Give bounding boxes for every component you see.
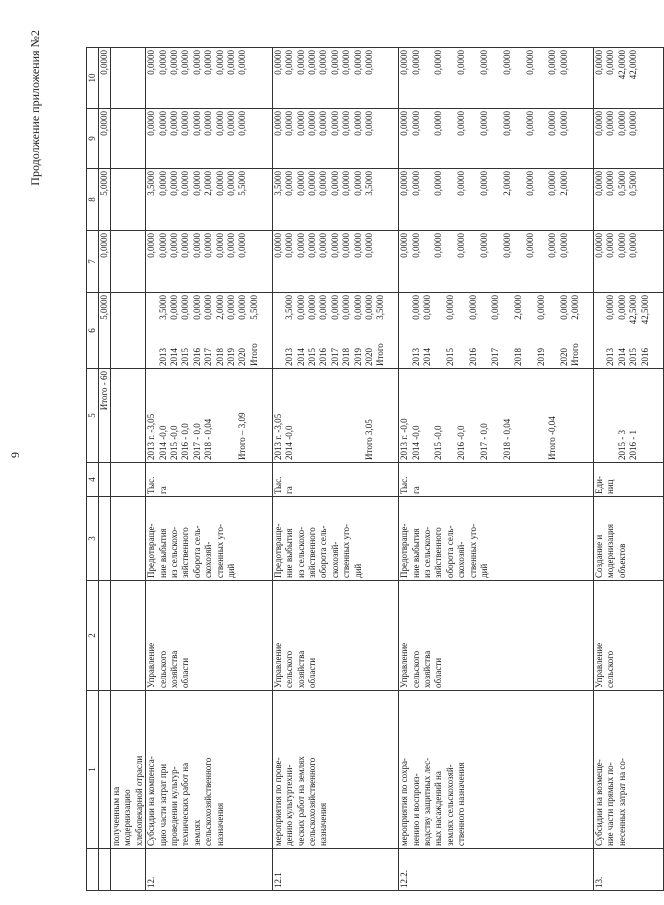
row-values: 0,0000 0,0000 0,0000 0,0000 0,0000 0,0000 0,0000 0,0000 0,0000 [272, 48, 398, 109]
row-measure [111, 497, 146, 581]
row-values: 3,5000 0,0000 0,0000 0,0000 0,0000 2,0000 0,0000 0,0000 5,5000 [157, 295, 259, 320]
row-name: Субсидии на компенса- цию части затрат при проведении культур- технических работ на землях сельскохозяйственного назначения [146, 691, 272, 849]
column-number: 9 [87, 109, 99, 169]
column-number: 7 [87, 231, 99, 293]
row-values: 0,0000 0,0000 0,5000 0,5000 [594, 169, 663, 231]
row-values: 0,0000 0,0000 0,0000 0,0000 0,0000 0,0000 0,0000 0,0000 0,0000 [146, 48, 272, 109]
row-values: 0,0000 0,0000 0,0000 0,0000 0,0000 0,0000 0,0000 0,0000 0,0000 [399, 231, 594, 293]
row-indicator [111, 369, 146, 463]
row-values: 3,5000 0,0000 0,0000 0,0000 0,0000 0,0000 0,0000 0,0000 3,5000 [272, 169, 398, 231]
row-indicator: 2013 г. -0,0 2014 -0,0 2015 -0,0 2016 -0,0 2017 - 0,0 2018 - 0,04 Итого -0,04 [399, 369, 594, 463]
program-table [86, 47, 664, 891]
row-years-and-values [399, 293, 594, 369]
column-number: 1 [87, 691, 99, 849]
column-number: 3 [87, 497, 99, 581]
row-executor: Управление сельского хозяйства области [399, 581, 594, 691]
row-years-and-values [146, 293, 272, 369]
column-number: 6 [87, 293, 99, 369]
total-value: 5,0000 [99, 293, 111, 369]
row-values: 0,0000 0,0000 0,0000 0,0000 0,0000 2,0000 0,0000 0,0000 2,0000 [410, 295, 581, 320]
row-name: мероприятия по прове- дению культуртехни- ческих работ на землях сельскохозяйственного назначения [272, 691, 398, 849]
column-number: 4 [87, 463, 99, 497]
row-years: 2013 2014 2015 2016 [605, 348, 650, 366]
page-number: 9 [8, 452, 22, 458]
column-number [87, 849, 99, 891]
row-unit: Еди- ниц [594, 463, 663, 497]
row-measure: Предотвраще- ние выбытия из сельскохо- зяйственного оборота сель- скохозяй- ственных уго- дий [399, 497, 594, 581]
row-unit: Тыс. га [399, 463, 594, 497]
row-measure: Предотвраще- ние выбытия из сельскохо- зяйственного оборота сель- скохозяй- ственных уго- дий [146, 497, 272, 581]
row-values [111, 169, 146, 231]
table-row [146, 48, 272, 891]
row-indicator: 2013 г. -3,05 2014 -0,0 Итого 3,05 [272, 369, 398, 463]
total-value: 0,0000 [99, 109, 111, 169]
row-values: 0,0000 0,0000 0,0000 0,0000 [594, 109, 663, 169]
row-years-and-values [272, 293, 398, 369]
column-number: 8 [87, 169, 99, 231]
row-years [111, 293, 146, 369]
row-unit [111, 463, 146, 497]
row-name: полученным на модернизацию хлебопекарной отрасли [111, 691, 146, 849]
row-values: 0,0000 0,0000 0,0000 0,0000 0,0000 0,0000 0,0000 0,0000 0,0000 [272, 109, 398, 169]
column-number: 10 [87, 48, 99, 109]
row-executor: Управление сельского хозяйства области [146, 581, 272, 691]
row-values: 0,0000 0,0000 0,0000 0,0000 0,0000 0,0000 0,0000 0,0000 0,0000 [146, 231, 272, 293]
row-values: 0,0000 0,0000 42,5000 42,5000 [605, 295, 650, 325]
row-name: мероприятия по сохра- нению и воспроиз- водству защитных лес- ных насаждений на землях сельскохозяй- ственного назначения [399, 691, 594, 849]
row-values: 3,5000 0,0000 0,0000 0,0000 0,0000 0,0000 0,0000 0,0000 3,5000 [284, 295, 386, 320]
continuation-title: Продолжение приложения №2 [28, 30, 42, 186]
row-executor: Управление сельского хозяйства области [272, 581, 398, 691]
row-values [111, 231, 146, 293]
column-number: 2 [87, 581, 99, 691]
row-years: 2013 2014 2015 2016 2017 2018 2019 2020 Итого [410, 343, 581, 366]
totals-row [99, 48, 111, 891]
row-number: 12. [146, 849, 272, 891]
total-value: 0,0000 [99, 231, 111, 293]
row-indicator: 2013 г. -3,05 2014 -0,0 2015 -0,0 2016 - 0,0 2017 - 0,0 2018 - 0,04 Итого – 3,09 [146, 369, 272, 463]
row-unit: Тыс. га [146, 463, 272, 497]
row-number [111, 849, 146, 891]
table-row [272, 48, 398, 891]
row-measure: Создание и модернизация объектов [594, 497, 663, 581]
row-name: Субсидии на возмеще- ние части прямых по- несенных затрат на со- [594, 691, 663, 849]
row-values: 0,0000 0,0000 0,0000 0,0000 0,0000 0,0000 0,0000 0,0000 0,0000 [272, 231, 398, 293]
row-indicator: 2015 - 3 2016 - 1 [594, 369, 663, 463]
row-unit: Тыс. га [272, 463, 398, 497]
total-indicator: Итого - 60 [99, 369, 111, 463]
row-executor [111, 581, 146, 691]
row-values: 0,0000 0,0000 0,0000 0,0000 0,0000 2,0000 0,0000 0,0000 2,0000 [399, 169, 594, 231]
row-values: 3,5000 0,0000 0,0000 0,0000 0,0000 2,0000 0,0000 0,0000 5,5000 [146, 169, 272, 231]
row-number: 12.2. [399, 849, 594, 891]
table-row [111, 48, 146, 891]
row-years: 2013 2014 2015 2016 2017 2018 2019 2020 Итого [157, 343, 259, 366]
table-row [594, 48, 663, 891]
row-values [111, 109, 146, 169]
row-values: 0,0000 0,0000 0,0000 0,0000 [594, 231, 663, 293]
column-number-row [87, 48, 99, 891]
row-values: 0,0000 0,0000 42,0000 42,0000 [594, 48, 663, 109]
table-row [399, 48, 594, 891]
row-number: 12.1 [272, 849, 398, 891]
total-value: 5,0000 [99, 169, 111, 231]
row-values: 0,0000 0,0000 0,0000 0,0000 0,0000 0,0000 0,0000 0,0000 0,0000 [399, 48, 594, 109]
row-years-and-values [594, 293, 663, 369]
row-measure: Предотвраще- ние выбытия из сельскохо- зяйственного оборота сель- скохозяй- ственных уго- дий [272, 497, 398, 581]
row-values: 0,0000 0,0000 0,0000 0,0000 0,0000 0,0000 0,0000 0,0000 0,0000 [146, 109, 272, 169]
row-values: 0,0000 0,0000 0,0000 0,0000 0,0000 0,0000 0,0000 0,0000 0,0000 [399, 109, 594, 169]
column-number: 5 [87, 369, 99, 463]
row-executor: Управление сельского [594, 581, 663, 691]
row-number: 13. [594, 849, 663, 891]
row-years: 2013 2014 2015 2016 2017 2018 2019 2020 Итого [284, 343, 386, 366]
total-value: 0,0000 [99, 48, 111, 109]
row-values [111, 48, 146, 109]
